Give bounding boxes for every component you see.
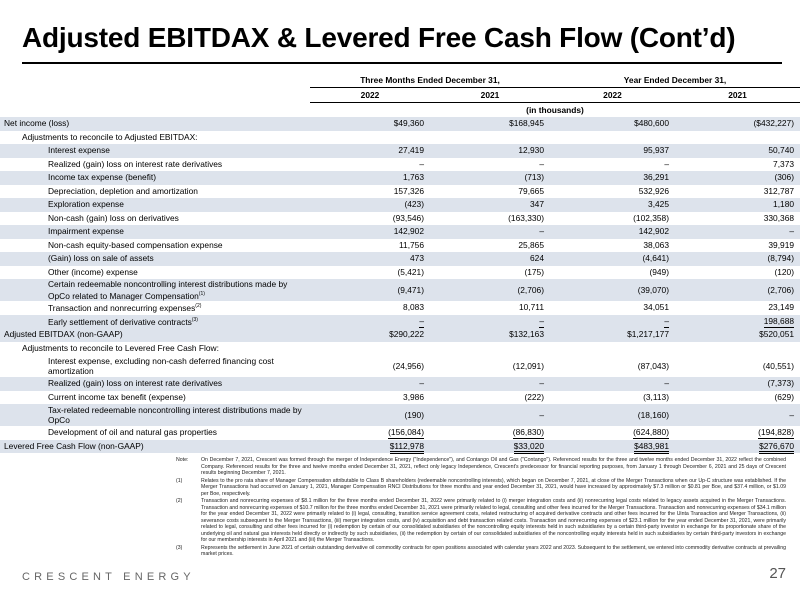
row-value [430,131,550,145]
value-text: – [539,158,544,169]
row-value [310,198,430,212]
value-text: $49,360 [393,118,424,129]
header-year-row [0,88,800,103]
table-row [0,144,800,158]
row-label [0,404,310,426]
header-units: (in thousands) [526,104,584,115]
value-text: 532,926 [638,185,669,196]
row-value [550,225,675,239]
row-label [0,301,310,315]
row-value [310,391,430,405]
row-label-text: Interest expense [48,145,110,156]
row-value [310,185,430,199]
value-text: (713) [524,172,544,183]
row-value [430,185,550,199]
value-text: (222) [524,391,544,402]
row-label [0,355,310,377]
table-row [0,315,800,329]
row-label-text: Certain redeemable noncontrolling interest distributions made by OpCo related to Manager Compensation [48,279,288,301]
value-text: – [539,378,544,389]
row-value [675,404,800,426]
reconciliation-table-container [0,73,800,453]
row-value [550,239,675,253]
value-text: (2,706) [767,285,795,295]
row-value [430,377,550,391]
value-text: $33,020 [514,441,544,454]
value-text: (40,551) [762,361,795,371]
row-value [310,328,430,342]
value-text: $483,981 [634,441,669,454]
row-label [0,158,310,172]
value-text: 312,787 [763,185,795,196]
table-row [0,440,800,454]
footnotes [176,457,786,559]
row-value [675,212,800,226]
value-text: – [419,378,424,389]
row-value [550,131,675,145]
row-value [310,355,430,377]
row-value [550,301,675,315]
table-row [0,225,800,239]
row-label-text: Depreciation, depletion and amortization [48,185,198,196]
row-value [675,239,800,253]
value-text: 1,180 [773,199,795,210]
row-label-text: Adjusted EBITDAX (non-GAAP) [4,329,123,340]
value-text: (24,956) [392,361,424,371]
value-text: 330,368 [763,212,795,223]
row-label-text: Exploration expense [48,199,124,210]
value-text: (423) [404,199,424,210]
table-row [0,198,800,212]
row-label-text: Early settlement of derivative contracts [48,316,192,327]
row-value [675,266,800,280]
row-value [550,198,675,212]
row-value [675,252,800,266]
row-label [0,225,310,239]
row-label [0,342,310,356]
table-row [0,185,800,199]
row-value [550,144,675,158]
row-value [550,212,675,226]
row-label-text: Impairment expense [48,226,124,237]
row-value [430,266,550,280]
value-text: 23,149 [768,302,795,313]
row-value [675,198,800,212]
row-value [430,279,550,301]
value-text: (194,828) [758,427,795,438]
table-row [0,426,800,440]
row-label [0,198,310,212]
row-label [0,440,310,454]
footnote-ref: (1) [198,291,205,298]
value-text: (949) [649,266,669,277]
row-value [675,185,800,199]
row-value [675,144,800,158]
row-value [310,301,430,315]
reconciliation-table [0,73,800,453]
row-value [430,144,550,158]
footnote-marker: (2) [176,498,183,504]
footnote-text: On December 7, 2021, Crescent was formed through the merger of Independence Energy ("Independence"), and Contango Oil and Gas ("Contango"). Referenced results for the three and twelve months ended December 31, 2022 reflect the combined Company. Referenced results for the three and twelve months ended December 31, 2021, reflect only legacy Independence, Crescent's predecessor for financial reporting purposes, from January 1 through December 6, 2021 and 25 days of Crescent results beginning December 7, 2021. [201,457,786,476]
value-text: $168,945 [509,118,544,129]
value-text: 7,373 [773,158,795,169]
footnote-marker: Note: [176,457,189,463]
row-value [310,426,430,440]
value-text: 8,083 [403,302,424,313]
table-row [0,131,800,145]
row-value [675,225,800,239]
row-value [550,355,675,377]
row-value [310,225,430,239]
row-value [550,185,675,199]
row-label [0,171,310,185]
row-value [550,171,675,185]
page-number: 27 [769,565,786,582]
row-label-text: Tax-related redeemable noncontrolling interest distributions made by OpCo [48,405,302,425]
row-value [310,342,430,356]
header-group-row [0,73,800,88]
value-text: (12,091) [512,361,544,371]
row-value [550,315,675,329]
row-label [0,328,310,342]
value-text: (102,358) [633,212,669,223]
row-value [430,301,550,315]
footnote-ref: (3) [191,316,198,323]
table-row [0,158,800,172]
row-label [0,252,310,266]
brand-logo-text: CRESCENT ENERGY [22,571,195,583]
value-text: – [789,410,795,420]
row-value [310,239,430,253]
row-label [0,391,310,405]
row-value [675,328,800,342]
row-value [675,440,800,454]
table-row [0,301,800,315]
table-row [0,239,800,253]
footnote [176,478,786,498]
value-text: (3,113) [643,391,669,402]
table-row [0,391,800,405]
value-text: – [539,315,544,326]
value-text: $132,163 [509,329,544,340]
value-text: 3,425 [648,199,669,210]
row-value [675,117,800,131]
row-value [310,377,430,391]
row-value [310,158,430,172]
value-text: (39,070) [637,285,669,295]
value-text: – [419,158,424,169]
value-text: (2,706) [517,285,544,295]
footnote-ref: (2) [195,303,202,310]
row-value [430,171,550,185]
row-label [0,185,310,199]
row-value [550,117,675,131]
row-value [550,252,675,266]
row-label [0,239,310,253]
row-value [430,355,550,377]
row-value [550,328,675,342]
row-value [675,355,800,377]
value-text: 36,291 [643,172,669,183]
value-text: 50,740 [768,145,795,156]
table-row [0,212,800,226]
table-row [0,117,800,131]
row-value [310,266,430,280]
row-label [0,131,310,145]
row-value [430,404,550,426]
footnote [176,545,786,558]
row-value [675,315,800,329]
footnote-marker: (3) [176,544,183,551]
value-text: ($432,227) [753,118,795,129]
row-value [430,440,550,454]
row-label-text: Non-cash equity-based compensation expense [48,239,223,250]
row-label-text: Transaction and nonrecurring expenses [48,303,196,314]
row-label-text: Non-cash (gain) loss on derivatives [48,212,179,223]
row-label [0,144,310,158]
value-text: – [664,158,669,169]
table-row [0,171,800,185]
row-label-text: Other (income) expense [48,266,138,277]
row-value [550,440,675,454]
footnote-marker: (1) [176,477,183,484]
header-year: 2022 [310,88,430,103]
value-text: (190) [404,410,424,420]
row-label [0,117,310,131]
value-text: (18,160) [637,410,669,420]
value-text: 347 [530,199,544,210]
row-value [310,117,430,131]
row-value [430,315,550,329]
row-value [430,252,550,266]
table-row [0,252,800,266]
row-label-text: Levered Free Cash Flow (non-GAAP) [4,440,144,451]
value-text: 1,763 [403,172,424,183]
value-text: 25,865 [518,239,544,250]
header-three-months: Three Months Ended December 31, [310,73,550,88]
row-value [430,342,550,356]
row-value [550,391,675,405]
table-row [0,404,800,426]
row-value [310,440,430,454]
value-text: 142,902 [393,226,424,237]
row-value [310,212,430,226]
row-label [0,279,310,301]
row-value [430,198,550,212]
value-text: $276,670 [759,441,794,454]
row-label-text: Interest expense, excluding non-cash deferred financing cost amortization [48,356,274,376]
value-text: – [539,410,544,420]
row-value [675,342,800,356]
value-text: $1,217,177 [627,329,669,340]
value-text: 10,711 [519,302,544,313]
table-row [0,342,800,356]
value-text: 79,665 [518,185,544,196]
value-text: 39,919 [768,239,795,250]
row-label-text: Realized (gain) loss on interest rate derivatives [48,158,223,169]
value-text: 38,063 [643,239,669,250]
value-text: 142,902 [638,226,669,237]
row-value [675,131,800,145]
footnote [176,457,786,477]
row-value [675,377,800,391]
row-value [675,301,800,315]
row-value [675,391,800,405]
row-value [430,117,550,131]
value-text: (87,043) [637,361,669,371]
value-text: – [789,226,795,237]
value-text: $112,978 [390,441,424,454]
row-value [430,239,550,253]
row-label [0,212,310,226]
value-text: 12,930 [518,145,544,156]
footnote-text: Relates to the pro rata share of Manager Compensation attributable to Class B shareholders (redeemable noncontrolling interests), which began on December 7, 2021, at close of the Merger Transactions when our Up-C structure was established. If the Merger Transactions had occurred on January 1, 2021, Manager Compensation RNCI Distributions for three months and year ended December 31, 2021, would have increased by approximately $7.3 million or $0.81 per Boe, and $37.4 million, or $1.09 per Boe, respectively. [201,477,786,497]
row-value [675,171,800,185]
row-label-text: Adjustments to reconcile to Levered Free Cash Flow: [22,342,219,353]
row-value [430,328,550,342]
row-value [550,158,675,172]
value-text: $290,222 [389,329,424,340]
row-value [310,131,430,145]
row-label [0,315,310,329]
row-label-text: Adjustments to reconcile to Adjusted EBITDAX: [22,131,198,142]
header-year-ended: Year Ended December 31, [550,73,800,88]
value-text: $480,600 [634,118,669,129]
row-value [550,426,675,440]
value-text: (8,794) [767,253,795,264]
value-text: 198,688 [763,315,795,326]
row-value [310,315,430,329]
row-value [310,404,430,426]
row-value [550,266,675,280]
value-text: $520,051 [759,329,795,340]
row-value [430,225,550,239]
table-row [0,266,800,280]
value-text: 3,986 [403,391,424,402]
value-text: 34,051 [643,302,669,313]
value-text: 473 [410,253,424,264]
value-text: 624 [530,253,544,264]
row-value [550,342,675,356]
row-label-text: Net income (loss) [4,118,70,129]
value-text: (5,421) [397,266,424,277]
table-body [0,117,800,453]
row-value [430,426,550,440]
value-text: 27,419 [398,145,424,156]
value-text: (120) [774,266,795,277]
value-text: (163,330) [508,212,544,223]
header-year: 2021 [675,88,800,103]
table-row [0,328,800,342]
header-year: 2022 [550,88,675,103]
row-label-text: Realized (gain) loss on interest rate derivatives [48,378,223,389]
title-rule [22,62,782,64]
footnote-text: Transaction and nonrecurring expenses of $8.1 million for the three months ended December 31, 2022 were primarily related to (i) merger integration costs and (ii) nonrecurring legal costs related to legacy assets acquired in the Merger Transactions. Transaction and nonrecurring expenses of $10.7 million for the three months ended December 31, 2021 were primarily related to legal, consulting and other fees incurred for the Merger Transactions. Transaction and nonrecurring expenses of $34.1 million for the year ended December 31, 2022 were primarily related to (i) legal, consulting, transition service agreement costs, related restructuring of acquired derivative contracts and other fees incurred for the Uinta Transaction and Merger Transactions, (ii) severance costs subsequent to the Merger Transactions, (iii) merger integration costs, and (iv) acquisition and debt transaction related costs. Transaction and nonrecurring expenses of $23.1 million for the year ended December 31, 2021, were primarily related to legal, consulting and other fees incurred for (i) redemption by certain of our consolidated subsidiaries of the noncontrolling equity interests held in such subsidiaries by a certain third-party investor in exchange for its proportionate share of the underlying oil and natural gas interests held directly or indirectly by such subsidiaries, (ii) the redemption by certain of our consolidated subsidiaries of the noncontrolling equity interests held in such subsidiaries by certain third-party investors in exchange for our membership interests in April 2021 and (iii) the Merger Transactions. [201,498,786,543]
row-value [430,212,550,226]
value-text: (624,880) [633,427,669,438]
value-text: – [664,378,669,389]
row-label-text: Current income tax benefit (expense) [48,391,186,402]
row-label [0,266,310,280]
row-value [310,279,430,301]
row-label [0,377,310,391]
value-text: 11,756 [399,239,424,250]
value-text: (306) [774,172,795,183]
value-text: – [539,226,544,237]
row-value [430,158,550,172]
row-value [675,158,800,172]
row-label-text: Income tax expense (benefit) [48,172,157,183]
row-value [310,171,430,185]
row-label [0,426,310,440]
value-text: (93,546) [392,212,424,223]
row-value [310,252,430,266]
value-text: 95,937 [643,145,669,156]
table-row [0,279,800,301]
table-row [0,377,800,391]
value-text: (175) [524,266,544,277]
page-title: Adjusted EBITDAX & Levered Free Cash Flow (Cont’d) [22,22,736,53]
row-value [550,377,675,391]
value-text: (9,471) [397,285,424,295]
row-value [675,279,800,301]
value-text: 157,326 [393,185,424,196]
row-label-text: Development of oil and natural gas properties [48,427,217,438]
value-text: (86,830) [512,427,544,438]
value-text: (4,641) [642,253,669,264]
footnote [176,498,786,544]
value-text: (7,373) [767,378,795,389]
value-text: (156,084) [388,427,424,438]
value-text: (629) [774,391,795,402]
row-value [550,404,675,426]
row-value [310,144,430,158]
header-units-row [0,103,800,118]
footnote-text: Represents the settlement in June 2021 of certain outstanding derivative oil commodity contracts for open positions associated with calendar years 2022 and 2023. Subsequent to the settlement, we entered into commodity derivative contracts at prevailing market prices. [201,544,786,557]
value-text: – [664,315,669,326]
row-value [550,279,675,301]
row-label-text: (Gain) loss on sale of assets [48,253,154,264]
row-value [430,391,550,405]
table-row [0,355,800,377]
value-text: – [419,315,424,326]
header-year: 2021 [430,88,550,103]
row-value [675,426,800,440]
